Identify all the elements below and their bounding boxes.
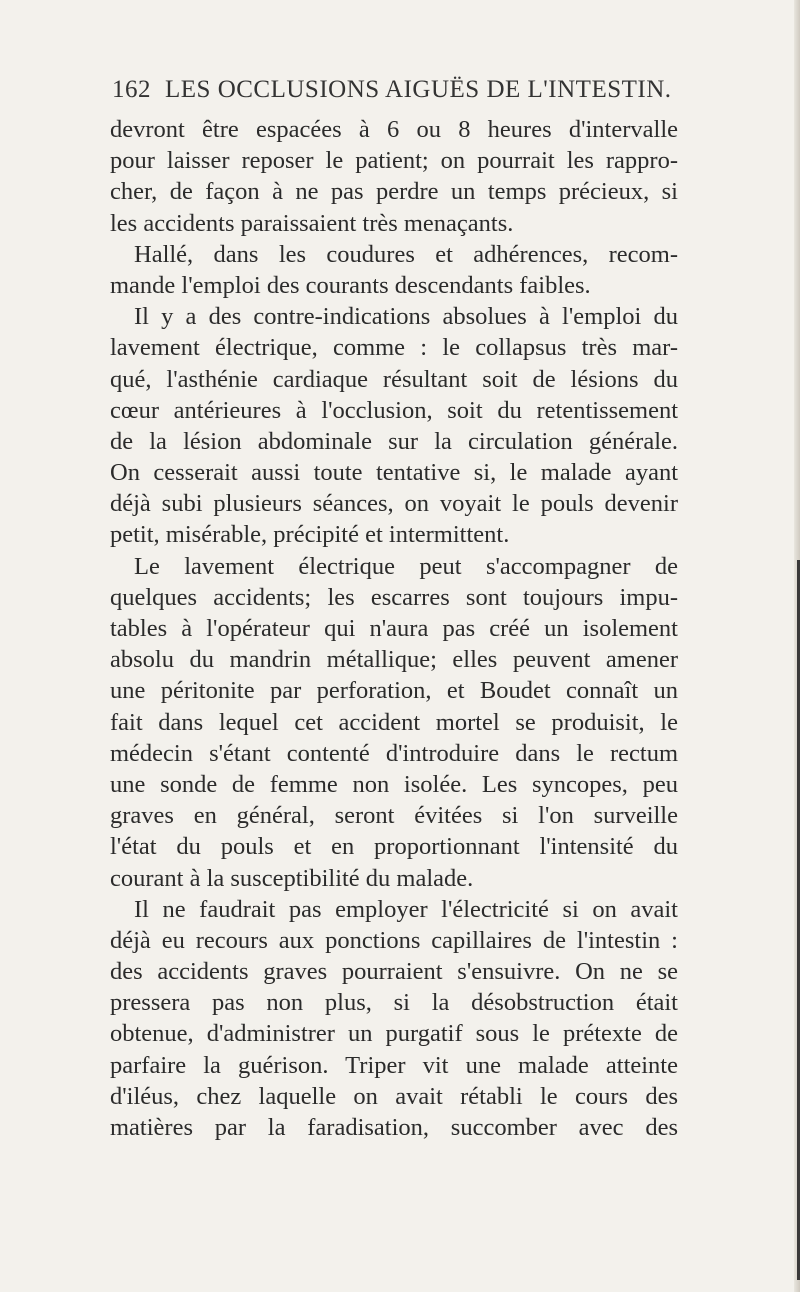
text-line: absolu du mandrin métallique; elles peuvent amener bbox=[110, 646, 678, 674]
text-line: pressera pas non plus, si la désobstruction était bbox=[110, 989, 678, 1017]
page-number: 162 bbox=[112, 76, 151, 103]
paragraph-start-line: Hallé, dans les coudures et adhérences, recom- bbox=[134, 240, 678, 268]
paragraph-start-line: Le lavement électrique peut s'accompagner de bbox=[134, 552, 678, 580]
paragraph-start-line: Il ne faudrait pas employer l'électricité si on avait bbox=[134, 895, 678, 923]
text-line: courant à la susceptibilité du malade. bbox=[110, 864, 474, 892]
text-line: cher, de façon à ne pas perdre un temps précieux, si bbox=[110, 178, 678, 206]
text-line: lavement électrique, comme : le collapsus très mar- bbox=[110, 334, 678, 362]
text-line: déjà subi plusieurs séances, on voyait le pouls devenir bbox=[110, 490, 678, 518]
text-line: obtenue, d'administrer un purgatif sous le prétexte de bbox=[110, 1020, 678, 1048]
paragraph-start-line: Il y a des contre-indications absolues à l'emploi du bbox=[134, 303, 678, 331]
running-title: LES OCCLUSIONS AIGUËS DE L'INTESTIN. bbox=[165, 76, 672, 103]
text-line: une péritonite par perforation, et Boudet connaît un bbox=[110, 677, 678, 705]
text-line: parfaire la guérison. Triper vit une malade atteinte bbox=[110, 1051, 678, 1079]
running-header bbox=[112, 76, 682, 104]
text-line: mande l'emploi des courants descendants faibles. bbox=[110, 271, 591, 299]
text-line: graves en général, seront évitées si l'on surveille bbox=[110, 802, 678, 830]
body-text bbox=[110, 114, 678, 1143]
text-line: les accidents paraissaient très menaçants. bbox=[110, 209, 514, 237]
text-line: cœur antérieures à l'occlusion, soit du retentissement bbox=[110, 396, 678, 424]
text-line: une sonde de femme non isolée. Les syncopes, peu bbox=[110, 770, 678, 798]
text-line: d'iléus, chez laquelle on avait rétabli le cours des bbox=[110, 1082, 678, 1110]
text-line: médecin s'étant contenté d'introduire dans le rectum bbox=[110, 739, 678, 767]
text-line: qué, l'asthénie cardiaque résultant soit de lésions du bbox=[110, 365, 678, 393]
text-line: déjà eu recours aux ponctions capillaires de l'intestin : bbox=[110, 926, 678, 954]
text-line: matières par la faradisation, succomber avec des bbox=[110, 1114, 678, 1141]
text-line: On cesserait aussi toute tentative si, le malade ayant bbox=[110, 459, 678, 487]
text-line: l'état du pouls et en proportionnant l'intensité du bbox=[110, 833, 678, 861]
text-line: des accidents graves pourraient s'ensuivre. On ne se bbox=[110, 958, 678, 986]
text-line: tables à l'opérateur qui n'aura pas créé un isolement bbox=[110, 615, 678, 642]
text-line: de la lésion abdominale sur la circulation générale. bbox=[110, 427, 678, 455]
text-line: devront être espacées à 6 ou 8 heures d'intervalle bbox=[110, 116, 678, 143]
text-line: fait dans lequel cet accident mortel se produisit, le bbox=[110, 708, 678, 736]
text-line: pour laisser reposer le patient; on pourrait les rappro- bbox=[110, 147, 678, 175]
text-line: quelques accidents; les escarres sont toujours impu- bbox=[110, 583, 678, 611]
text-line: petit, misérable, précipité et intermittent. bbox=[110, 521, 510, 549]
